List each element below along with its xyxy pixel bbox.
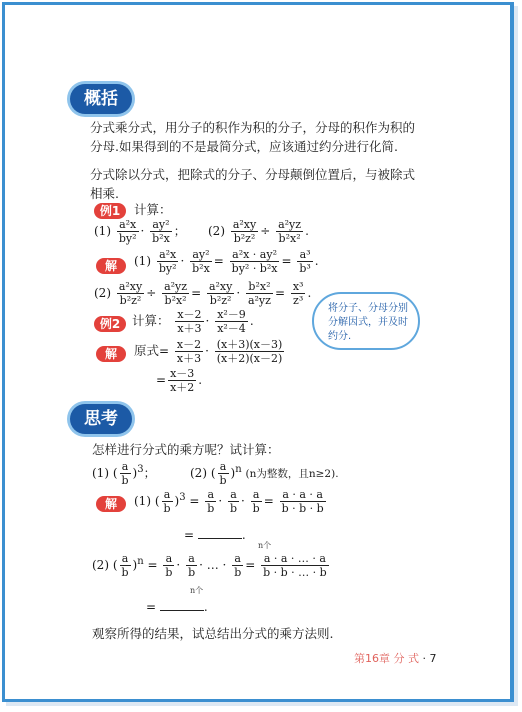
solution-tag-3: 解: [96, 496, 126, 512]
example-1-problem-1: (1) $\frac{\text{a²x}}{\text{by²}}$ · $\frac{\text{ay²}}{\text{b²x}}$ ；: [94, 218, 186, 245]
think-solution-2: (2) ( $\frac{a}{b}$ )$^n$ = $\frac{a}{b}$ · $\frac{a}{b}$ · … · $\frac{a}{b}$ = $\frac{a \cdot a \cdot \dots \cdot a}{b \cdot b \cdot \dots \cdot b}$: [92, 552, 327, 579]
think-conclusion: 观察所得的结果，试总结出分式的乘方法则.: [92, 626, 334, 641]
page-number: 7: [429, 652, 437, 665]
section-summary-title: 概括: [70, 84, 132, 114]
example-2-tag: 例2: [94, 316, 126, 332]
page-footer: 第16章 分 式 · 7: [354, 652, 437, 665]
example-2-problem: 计算： $\frac{x-2}{x+3}$ · $\frac{\text{x²－9}}{\text{x²－4}}$ .: [132, 308, 254, 335]
think-solution-1-blank: = .: [184, 528, 246, 542]
solution-1-line-2: (2) $\frac{\text{a²xy}}{\text{b²z²}}$ ÷ $\frac{\text{a²yz}}{\text{b²x²}}$ = $\frac{\text{a²xy}}{\text{b²z²}}$ · $\frac{\text{b²x²}}{\text{a²yz}}$ = $\frac{\text{x³}}{\text{z³}}$ .: [94, 280, 312, 307]
think-problem-2: (2) ( $\frac{a}{b}$ )$^n$ (n为整数，且n≥2).: [190, 460, 339, 487]
solution-2-line-1: 原式= $\frac{x-2}{x+3}$ · $\frac{(x+3)(x-3)}{(x+2)(x-2)}$: [134, 338, 283, 365]
example-1-prompt: 计算：: [134, 202, 172, 217]
think-solution-1: (1) ( $\frac{a}{b}$ )$^3$ = $\frac{a}{b}$ · $\frac{a}{b}$ · $\frac{a}{b}$ = $\frac{a \cdot a \cdot a}{b \cdot b \cdot b}$: [134, 488, 324, 515]
think-problem-1: (1) ( $\frac{a}{b}$ )$^3$；: [92, 460, 156, 487]
tip-bubble: 将分子、分母分别分解因式，并及时约分.: [312, 292, 420, 350]
section-think-title: 思考: [70, 404, 132, 434]
summary-paragraph-1: 分式乘分式，用分子的积作为积的分子，分母的积作为积的分母.如果得到的不是最简分式，应该通过约分进行化简.: [90, 120, 416, 154]
n-count-label-1: n个: [190, 586, 204, 595]
n-count-label-2: n个: [258, 541, 272, 550]
think-solution-2-blank: = .: [146, 600, 208, 614]
solution-1-line-1: (1) $\frac{\text{a²x}}{\text{by²}}$ · $\frac{\text{ay²}}{\text{b²x}}$ = $\frac{\text{a²x · ay²}}{\text{by² · b²x}}$ = $\frac{\text{a³}}{\text{b³}}$ .: [134, 248, 319, 275]
summary-paragraph-2: 分式除以分式，把除式的分子、分母颠倒位置后，与被除式相乘.: [90, 167, 416, 201]
example-1-tag: 例1: [94, 203, 126, 219]
chapter-label: 第16章 分 式: [354, 652, 419, 665]
example-1-problem-2: (2) $\frac{\text{a²xy}}{\text{b²z²}}$ ÷ $\frac{\text{a²yz}}{\text{b²x²}}$ .: [208, 218, 309, 245]
solution-tag-1: 解: [96, 258, 126, 274]
think-question: 怎样进行分式的乘方呢？试计算：: [92, 442, 280, 457]
solution-2-line-2: = $\frac{x-3}{x+2}$ .: [156, 367, 203, 394]
solution-tag-2: 解: [96, 346, 126, 362]
